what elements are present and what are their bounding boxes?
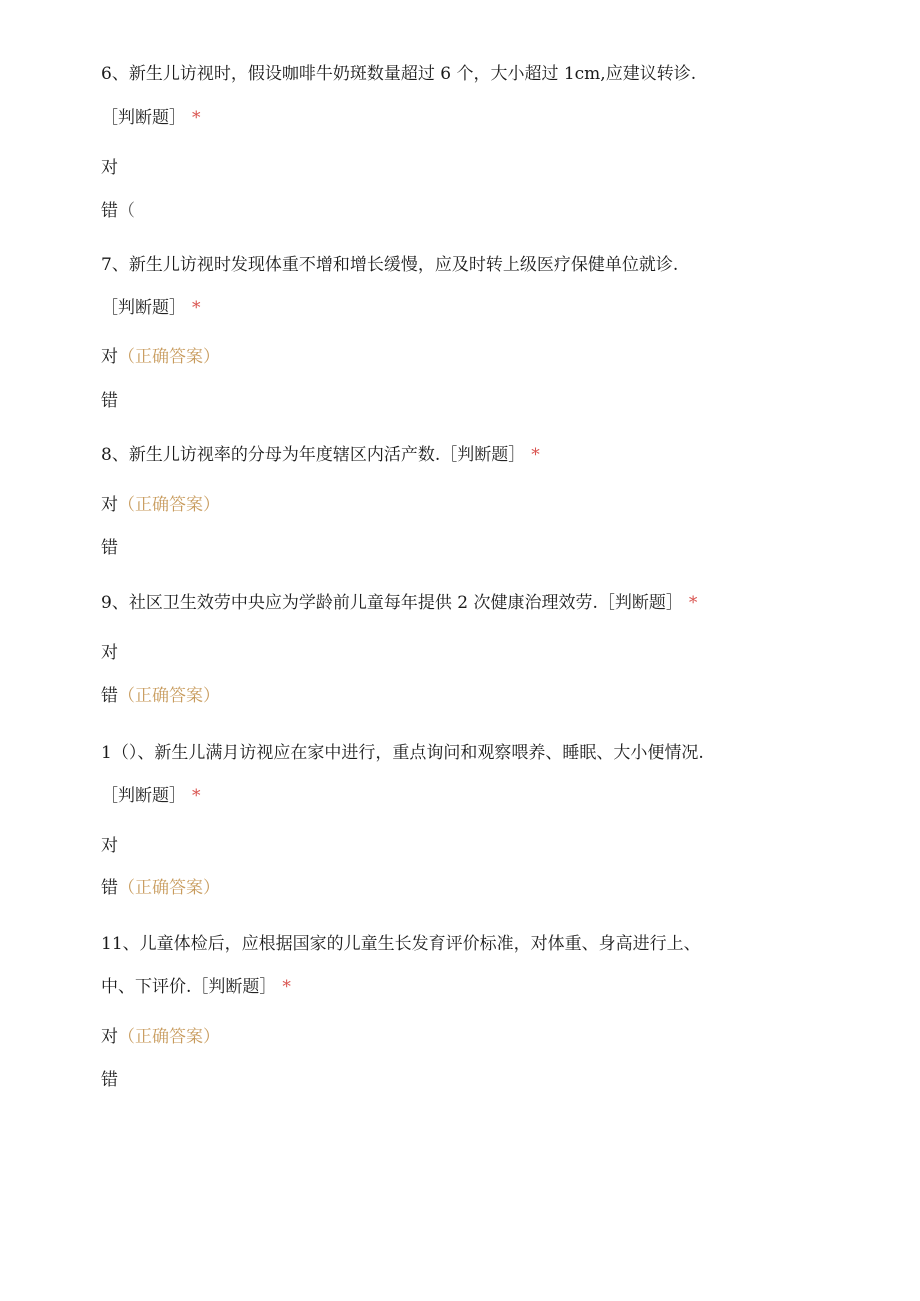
option-label: 错 — [101, 1070, 118, 1090]
question-6-type — [101, 107, 201, 129]
question-11-stem-cont — [101, 976, 291, 998]
correct-answer-marker: （正确答案） — [118, 1027, 220, 1047]
question-10-type — [101, 785, 201, 807]
option-label: 对 — [101, 495, 118, 515]
required-mark: * — [688, 593, 698, 613]
question-6-option-false[interactable] — [101, 200, 135, 222]
option-label: 对 — [101, 347, 118, 367]
question-9-stem — [101, 592, 697, 614]
option-label: 错 — [101, 878, 118, 898]
question-6-option-true[interactable] — [101, 157, 118, 179]
question-7-option-false[interactable] — [101, 390, 118, 412]
required-mark: * — [192, 786, 201, 806]
option-label: 对 — [101, 643, 118, 663]
question-10-option-true[interactable] — [101, 835, 118, 857]
question-text-continued: 中、下评价. — [101, 977, 192, 997]
required-mark: * — [531, 445, 540, 465]
correct-answer-marker: （正确答案） — [118, 878, 220, 898]
question-8-stem — [101, 444, 540, 466]
question-type-label: ［判断题］ — [597, 593, 683, 613]
required-mark: * — [282, 977, 291, 997]
question-type-label: ［判断题］ — [440, 445, 526, 465]
option-suffix: （ — [118, 201, 135, 221]
question-9-option-true[interactable] — [101, 642, 118, 664]
question-type-label: ［判断题］ — [101, 108, 186, 128]
option-label: 错 — [101, 391, 118, 411]
question-text: 1（）、新生儿满月访视应在家中进行，重点询问和观察喂养、睡眠、大小便情况. — [101, 743, 704, 763]
question-10-option-false[interactable] — [101, 877, 220, 899]
correct-answer-marker: （正确答案） — [118, 347, 220, 367]
question-10-stem — [101, 742, 704, 764]
question-type-label: ［判断题］ — [101, 786, 186, 806]
question-11-option-true[interactable] — [101, 1026, 220, 1048]
option-label: 错 — [101, 538, 118, 558]
question-text: 7、新生儿访视时发现体重不增和增长缓慢，应及时转上级医疗保健单位就诊. — [101, 255, 679, 275]
option-label: 错 — [101, 201, 118, 221]
option-label: 对 — [101, 158, 118, 178]
question-text: 9、社区卫生效劳中央应为学龄前儿童每年提供 2 次健康治理效劳. — [101, 593, 598, 613]
question-9-option-false[interactable] — [101, 685, 220, 707]
question-8-option-false[interactable] — [101, 537, 118, 559]
correct-answer-marker: （正确答案） — [118, 495, 220, 515]
option-label: 错 — [101, 686, 118, 706]
question-6-stem — [101, 63, 696, 85]
question-8-option-true[interactable] — [101, 494, 220, 516]
question-text: 8、新生儿访视率的分母为年度辖区内活产数. — [101, 445, 441, 465]
required-mark: * — [192, 108, 201, 128]
option-label: 对 — [101, 1027, 118, 1047]
question-7-option-true[interactable] — [101, 346, 220, 368]
question-type-label: ［判断题］ — [191, 977, 277, 997]
question-text: 6、新生儿访视时，假设咖啡牛奶斑数量超过 6 个，大小超过 1cm,应建议转诊. — [101, 64, 697, 84]
question-type-label: ［判断题］ — [101, 298, 186, 318]
option-label: 对 — [101, 836, 118, 856]
required-mark: * — [192, 298, 201, 318]
question-11-option-false[interactable] — [101, 1069, 118, 1091]
question-7-type — [101, 297, 201, 319]
question-text: 11、儿童体检后，应根据国家的儿童生长发育评价标准，对体重、身高进行上、 — [101, 934, 701, 954]
question-7-stem — [101, 254, 678, 276]
correct-answer-marker: （正确答案） — [118, 686, 220, 706]
question-11-stem — [101, 933, 701, 955]
